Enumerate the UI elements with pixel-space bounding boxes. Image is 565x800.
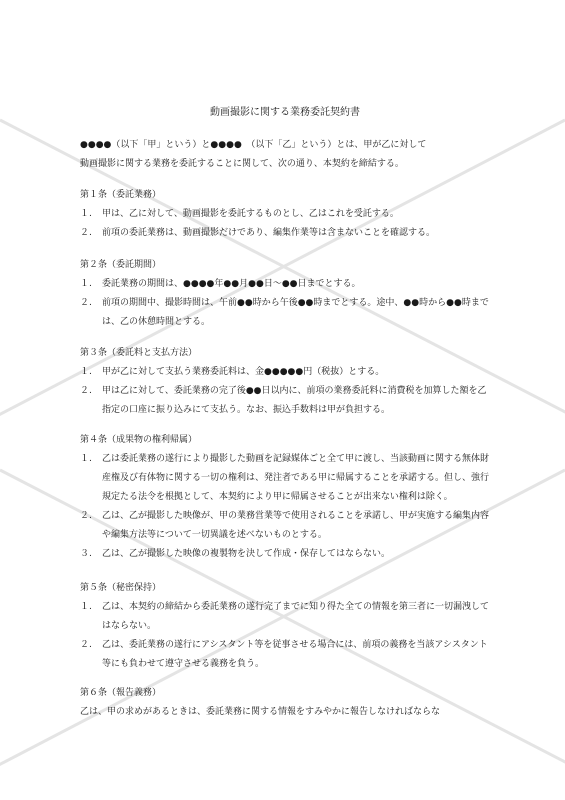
item-text: 甲は、乙に対して、動画撮影を委託するものとし、乙はこれを受託する。 [102,209,399,219]
intro-line: 動画撮影に関する業務を委託することに関して、次の通り、本契約を締結する。 [80,159,404,169]
article-item [80,275,490,294]
article-body: 乙は、甲の求めがあるときは、委託業務に関する情報をすみやかに報告しなければならな [80,707,441,717]
article-item [80,382,490,420]
item-text: 乙は、委託業務の遂行にアシスタント等を従事させる場合には、前項の義務を当該アシスタント等にも負わせて遵守させる義務を負う。 [102,640,488,669]
article-heading: 第６条（報告義務） [80,688,162,698]
article-heading: 第３条（委託料と支払方法） [80,348,198,358]
document-title: 動画撮影に関する業務委託契約書 [210,107,360,118]
item-text: 委託業務の期間は、●●●●年●●月●●日～●●日までとする。 [102,279,361,289]
item-text: 乙は、本契約の締結から委託業務の遂行完了までに知り得た全ての情報を第三者に一切漏洩してはならない。 [102,602,490,631]
item-number: １. [80,209,92,219]
article-item [80,450,490,507]
item-text: 乙は、乙が撮影した映像の複製物を決して作成・保存してはならない。 [102,549,391,559]
item-number: １. [80,367,92,377]
item-number: １. [80,602,92,612]
article-item [80,294,490,332]
article-item [80,205,490,224]
article-1 [80,186,490,243]
article-item [80,636,490,674]
article-6 [80,684,490,722]
item-text: 前項の期間中、撮影時間は、午前●●時から午後●●時までとする。途中、●●時から●●時までは、乙の休憩時間とする。 [102,298,489,327]
item-number: ２. [80,228,92,238]
intro-line: ●●●●（以下「甲」という）と●●●● （以下「乙」という）とは、甲が乙に対して [80,140,427,150]
article-heading: 第１条（委託業務） [80,190,162,200]
article-heading: 第４条（成果物の権利帰属） [80,435,198,445]
item-number: ２. [80,640,92,650]
item-text: 前項の委託業務は、動画撮影だけであり、編集作業等は含まないことを確認する。 [102,228,436,238]
article-3 [80,344,490,420]
article-heading: 第２条（委託期間） [80,260,162,270]
item-number: ２. [80,298,92,308]
article-item [80,507,490,545]
item-text: 甲が乙に対して支払う業務委託料は、金●●●●●円（税抜）とする。 [102,367,385,377]
article-item [80,224,490,243]
article-5 [80,579,490,674]
item-text: 乙は、乙が撮影した映像が、甲の業務営業等で使用されることを承諾し、甲が実施する編集内容や編集方法等について一切異議を述べないものとする。 [102,511,490,540]
article-4 [80,431,490,564]
article-heading: 第５条（秘密保持） [80,583,162,593]
item-number: １. [80,279,92,289]
item-number: ３. [80,549,92,559]
item-text: 甲は乙に対して、委託業務の完了後●●日以内に、前項の業務委託料に消費税を加算した額を乙指定の口座に振り込みにて支払う。なお、振込手数料は甲が負担する。 [102,386,487,415]
item-number: ２. [80,511,92,521]
item-number: ２. [80,386,92,396]
item-text: 乙は委託業務の遂行により撮影した動画を記録媒体ごと全て甲に渡し、当該動画に関する無体財産権及び有体物に関する一切の権利は、発注者である甲に帰属することを承諾する。但し、強行規定たる法令を根拠として、本契約により甲に帰属させることが出来ない権利は除く。 [102,454,490,502]
article-item [80,363,490,382]
item-number: １. [80,454,92,464]
intro-paragraph [80,136,490,174]
article-item [80,598,490,636]
article-item [80,545,490,564]
article-2 [80,256,490,332]
